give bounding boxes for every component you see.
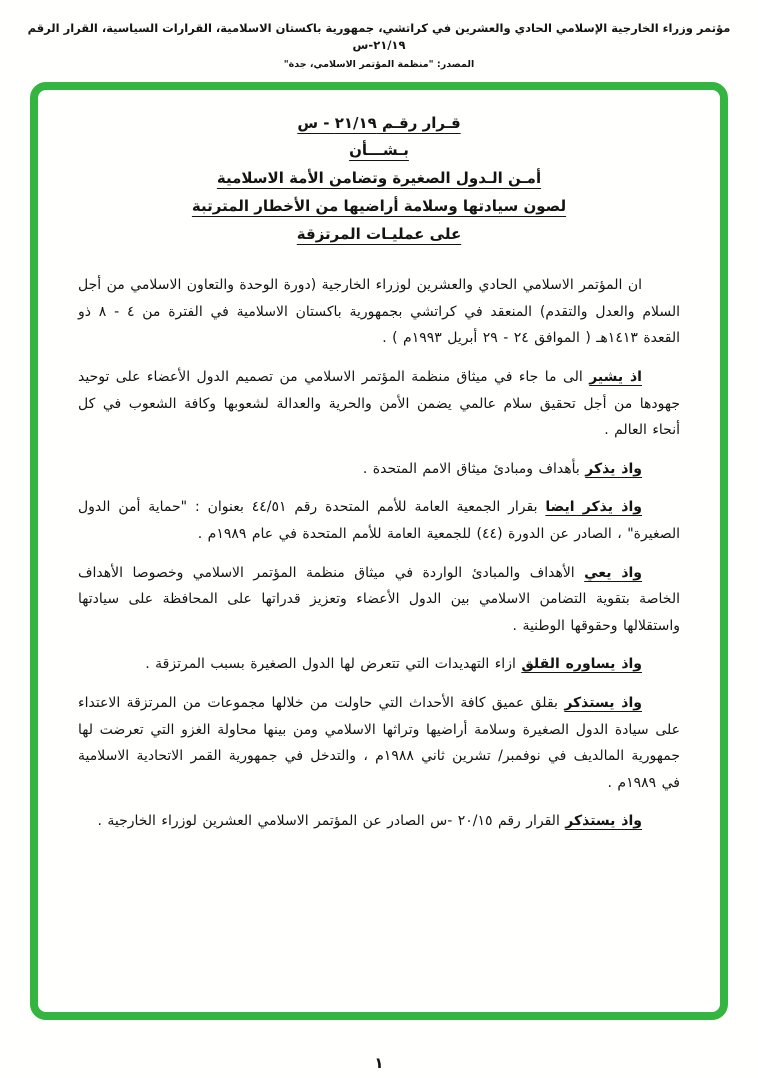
body-paragraph-previous-resolution [78, 808, 680, 835]
paragraph-lead: واذ يساوره القلق [521, 656, 642, 673]
body-paragraph-incidents [78, 690, 680, 796]
body-paragraph-ga-resolution [78, 494, 680, 547]
paragraph-lead: واذ يذكر [585, 460, 642, 477]
resolution-number-line: قـرار رقـم ٢١/١٩ - س [297, 113, 461, 132]
paragraph-lead: اذ يشير [589, 369, 642, 386]
resolution-title-block [78, 110, 680, 249]
resolution-body [78, 272, 680, 835]
paragraph-lead: واذ يعي [584, 564, 643, 581]
document-header [0, 0, 758, 70]
paragraph-text: بقلق عميق كافة الأحداث التي حاولت من خلالها مجموعات من المرتزقة الاعتداء على سيادة الدول الصغيرة وسلامة أراضيها وتراثها الاسلامي ومن بينها محاولة الغزو التي تعرضت لها جمهورية المالديف في نوفمبر/ تشرين ثاني ١٩٨٨م ، والتدخل في جمهورية القمر الاتحادية الاسلامية في ١٩٨٩م . [78, 694, 680, 791]
body-paragraph-concern [78, 651, 680, 678]
paragraph-text: القرار رقم ٢٠/١٥ -س الصادر عن المؤتمر الاسلامي العشرين لوزراء الخارجية . [97, 813, 566, 830]
paragraph-text: ازاء التهديدات التي تتعرض لها الدول الصغيرة بسبب المرتزقة . [145, 656, 522, 673]
body-paragraph-objectives [78, 560, 680, 640]
title-subject-line-1: أمـن الـدول الصغيرة وتضامن الأمة الاسلامية [216, 169, 542, 187]
body-paragraph-recalling-charter [78, 364, 680, 444]
header-citation-line: مؤتمر وزراء الخارجية الإسلامي الحادي والعشرين في كراتشي، جمهورية باكستان الاسلامية، القرارات السياسية، القرار الرقم ٢١/١٩-س [27, 21, 731, 53]
paragraph-text: بقرار الجمعية العامة للأمم المتحدة رقم ٤٤/٥١ بعنوان : "حماية أمن الدول الصغيرة" ، الصادر عن الدورة (٤٤) للجمعية العامة للأمم المتحدة في عام ١٩٨٩م . [78, 499, 680, 542]
paragraph-text: الى ما جاء في ميثاق منظمة المؤتمر الاسلامي من تصميم الدول الأعضاء على توحيد جهودها من أجل تحقيق سلام عالمي يضمن الأمن والحرية والعدالة لشعوبها وكافة الشعوب في كل أنحاء العالم . [78, 369, 680, 439]
paragraph-lead: واذ يستذكر [565, 813, 642, 830]
page-number: ١ [374, 1054, 384, 1072]
title-regarding-line: بـشـــأن [349, 141, 409, 160]
paragraph-text: بأهداف ومبادئ ميثاق الامم المتحدة . [362, 460, 586, 477]
paragraph-text: ان المؤتمر الاسلامي الحادي والعشرين لوزراء الخارجية (دورة الوحدة والتعاون الاسلامي من أجل السلام والعدل والتقدم) المنعقد في كراتشي بجمهورية باكستان الاسلامية في الفترة من ٤ - ٨ ذو القعدة ١٤١٣هـ ( الموافق ٢٤ - ٢٩ أبريل ١٩٩٣م ) . [78, 277, 680, 347]
paragraph-lead: واذ يذكر ايضا [545, 499, 642, 516]
green-border-frame [30, 82, 728, 1020]
paragraph-text: الأهداف والمبادئ الواردة في ميثاق منظمة المؤتمر الاسلامي وخصوصا الأهداف الخاصة بتقوية التضامن الاسلامي بين الدول الأعضاء وتعزيز قدراتها على المحافظة على سيادتها واستقلالها وحقوقها الوطنية . [78, 564, 680, 634]
body-paragraph-preamble [78, 272, 680, 352]
paragraph-lead: واذ يستذكر [564, 694, 642, 711]
header-source-line: المصدر: "منظمة المؤتمر الاسلامي، جدة" [283, 58, 475, 70]
title-subject-line-2: لصون سيادتها وسلامة أراضيها من الأخطار المترتبة [191, 196, 567, 215]
title-subject-line-3: على عمليـات المرتزقة [296, 224, 462, 243]
body-paragraph-un-charter [78, 456, 680, 483]
